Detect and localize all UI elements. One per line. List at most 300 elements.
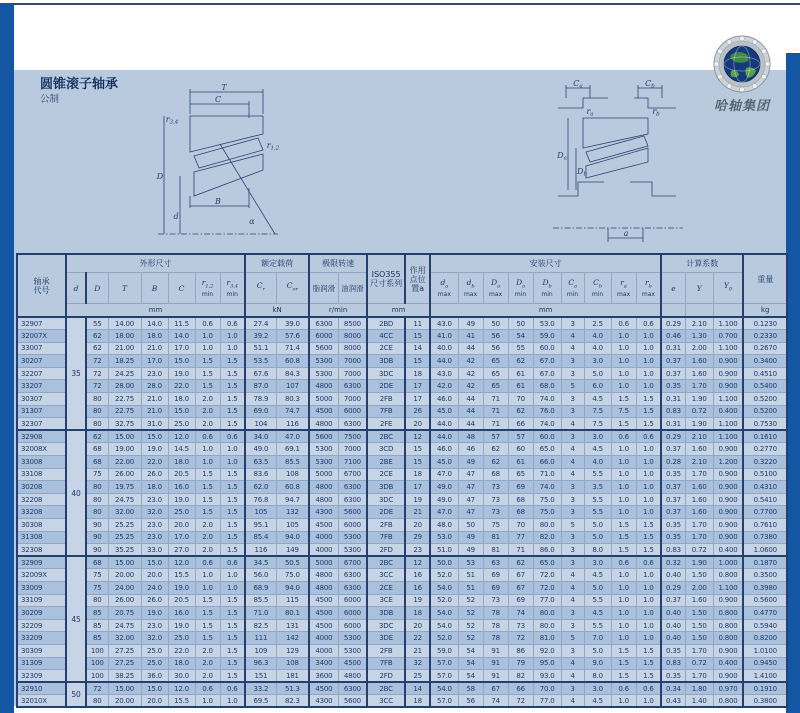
- spec-value: 41.0: [430, 330, 458, 343]
- spec-value: 4.5: [584, 569, 611, 582]
- spec-value: 8.0: [584, 670, 611, 683]
- spec-value: 50: [483, 317, 508, 330]
- spec-value: 14.5: [168, 443, 195, 456]
- spec-value: 75: [483, 519, 508, 532]
- spec-value: 47: [458, 481, 483, 494]
- mounting-dimensions-diagram: [538, 78, 688, 253]
- spec-value: 1.70: [685, 670, 713, 683]
- spec-value: 4CC: [367, 330, 405, 343]
- spec-value: 3: [561, 544, 584, 557]
- spec-value: 73: [508, 619, 533, 632]
- spec-value: 44.0: [430, 418, 458, 431]
- spec-value: 86.0: [533, 544, 561, 557]
- spec-value: 4000: [309, 544, 338, 557]
- col-group-calc-factors: 计算系数: [661, 254, 743, 273]
- spec-value: 67: [508, 569, 533, 582]
- spec-value: 4: [561, 456, 584, 469]
- spec-value: 7FB: [367, 405, 405, 418]
- logo-wordmark: 哈轴集团: [713, 99, 770, 114]
- spec-value: 14.0: [141, 317, 168, 330]
- spec-value: 6000: [338, 405, 367, 418]
- spec-value: 75: [86, 468, 108, 481]
- spec-value: 16: [405, 581, 430, 594]
- spec-value: 0.40: [661, 619, 685, 632]
- spec-value: 0.83: [661, 657, 685, 670]
- spec-value: 6300: [338, 481, 367, 494]
- spec-value: 16.0: [168, 607, 195, 620]
- bearing-row: [17, 443, 787, 456]
- bearing-row: [17, 682, 787, 695]
- spec-value: 23.0: [141, 493, 168, 506]
- spec-value: 16: [405, 569, 430, 582]
- spec-value: 1.5: [611, 519, 636, 532]
- spec-value: 67.0: [533, 367, 561, 380]
- spec-value: 4.0: [584, 456, 611, 469]
- spec-value: 1.5: [220, 393, 245, 406]
- spec-value: 3400: [309, 657, 338, 670]
- column-unit: mm: [66, 304, 245, 318]
- spec-value: 69: [508, 594, 533, 607]
- top-rule: [0, 3, 800, 5]
- column-symbol: e: [661, 273, 685, 304]
- spec-value: 71.0: [533, 468, 561, 481]
- spec-value: 69: [483, 569, 508, 582]
- spec-value: 0.6: [220, 556, 245, 569]
- spec-value: 4: [561, 443, 584, 456]
- spec-value: 3.0: [584, 556, 611, 569]
- spec-value: 0.9450: [743, 657, 787, 670]
- spec-value: 1.0: [611, 443, 636, 456]
- spec-value: 74.0: [533, 418, 561, 431]
- spec-value: 34.5: [245, 556, 276, 569]
- spec-value: 0.6: [636, 682, 661, 695]
- spec-value: 54.0: [430, 607, 458, 620]
- bearing-row: [17, 531, 787, 544]
- spec-value: 65.0: [533, 443, 561, 456]
- spec-value: 1.0: [636, 342, 661, 355]
- spec-value: 0.31: [661, 342, 685, 355]
- spec-value: 77: [508, 531, 533, 544]
- spec-value: 5300: [338, 544, 367, 557]
- spec-value: 3: [561, 430, 584, 443]
- col-group-rated-load: 额定载荷: [245, 254, 309, 273]
- spec-value: 100: [86, 644, 108, 657]
- spec-value: 1.60: [685, 594, 713, 607]
- spec-value: 1.5: [195, 380, 220, 393]
- spec-value: 1.0: [611, 342, 636, 355]
- spec-value: 68: [86, 456, 108, 469]
- spec-value: 44: [458, 342, 483, 355]
- spec-value: 0.34: [661, 682, 685, 695]
- spec-value: 74: [483, 695, 508, 708]
- spec-value: 0.3500: [743, 569, 787, 582]
- column-symbol: $C_{or}$: [276, 273, 309, 304]
- spec-value: 57.0: [430, 695, 458, 708]
- spec-value: 18.25: [108, 355, 141, 368]
- spec-value: 2.10: [685, 317, 713, 330]
- dim-label-B: B: [215, 197, 221, 206]
- spec-value: 1.0: [636, 581, 661, 594]
- spec-value: 6300: [338, 569, 367, 582]
- bearing-code: 32307: [17, 418, 66, 431]
- spec-value: 3: [561, 393, 584, 406]
- spec-value: 54: [458, 657, 483, 670]
- spec-value: 1.60: [685, 493, 713, 506]
- column-symbol: B: [141, 273, 168, 304]
- dim-label-rb: rb: [652, 107, 660, 118]
- spec-value: 4: [561, 657, 584, 670]
- spec-value: 1.4100: [743, 670, 787, 683]
- spec-value: 0.40: [661, 632, 685, 645]
- spec-value: 1.0: [611, 330, 636, 343]
- spec-value: 22.0: [168, 644, 195, 657]
- spec-value: 41: [458, 330, 483, 343]
- spec-value: 1.5: [220, 405, 245, 418]
- spec-value: 65.0: [533, 556, 561, 569]
- spec-value: 2.0: [195, 405, 220, 418]
- spec-value: 8.0: [584, 544, 611, 557]
- spec-value: 71: [483, 418, 508, 431]
- spec-value: 57: [508, 430, 533, 443]
- spec-value: 1.0: [636, 330, 661, 343]
- spec-value: 1.30: [685, 330, 713, 343]
- spec-value: 142: [276, 632, 309, 645]
- spec-value: 65: [483, 380, 508, 393]
- spec-value: 94.0: [276, 581, 309, 594]
- spec-value: 20.00: [108, 695, 141, 708]
- spec-value: 0.2670: [743, 342, 787, 355]
- spec-value: 131: [276, 619, 309, 632]
- spec-value: 71: [508, 544, 533, 557]
- bearing-row: [17, 632, 787, 645]
- spec-value: 79: [508, 657, 533, 670]
- spec-value: 75: [86, 581, 108, 594]
- bearing-row: [17, 519, 787, 532]
- spec-value: 5300: [338, 644, 367, 657]
- spec-value: 7500: [338, 430, 367, 443]
- spec-value: 0.37: [661, 493, 685, 506]
- spec-value: 0.37: [661, 506, 685, 519]
- spec-value: 24.00: [108, 581, 141, 594]
- spec-value: 5.0: [584, 644, 611, 657]
- column-symbol: $r_a$ max: [611, 273, 636, 304]
- spec-value: 20.5: [168, 594, 195, 607]
- column-symbol: 油润滑: [338, 273, 367, 304]
- spec-value: 1.70: [685, 380, 713, 393]
- spec-value: 21.0: [141, 342, 168, 355]
- spec-value: 68: [86, 443, 108, 456]
- spec-value: 67.0: [533, 355, 561, 368]
- spec-value: 45.0: [430, 456, 458, 469]
- spec-value: 25.25: [108, 519, 141, 532]
- spec-value: 3DB: [367, 355, 405, 368]
- spec-value: 61: [508, 456, 533, 469]
- spec-value: 38.25: [108, 670, 141, 683]
- bearing-code: 30308: [17, 519, 66, 532]
- spec-value: 4: [561, 468, 584, 481]
- spec-value: 83.6: [245, 468, 276, 481]
- spec-value: 6300: [338, 581, 367, 594]
- spec-value: 0.72: [685, 657, 713, 670]
- spec-value: 24.75: [108, 619, 141, 632]
- spec-value: 30.0: [168, 670, 195, 683]
- spec-value: 19.0: [168, 493, 195, 506]
- column-symbol: $C_r$: [245, 273, 276, 304]
- spec-value: 49.0: [245, 443, 276, 456]
- spec-value: 15.0: [141, 556, 168, 569]
- spec-value: 14.0: [168, 330, 195, 343]
- bearing-code: 33208: [17, 506, 66, 519]
- spec-value: 27.25: [108, 644, 141, 657]
- spec-value: 100: [86, 657, 108, 670]
- spec-value: 62: [483, 443, 508, 456]
- spec-value: 111: [245, 632, 276, 645]
- spec-value: 82.0: [533, 531, 561, 544]
- spec-value: 80.0: [533, 519, 561, 532]
- column-symbol: d: [66, 273, 86, 304]
- bearing-row: [17, 330, 787, 343]
- spec-value: 0.72: [685, 405, 713, 418]
- spec-value: 5600: [309, 342, 338, 355]
- spec-value: 70: [508, 519, 533, 532]
- spec-value: 0.1870: [743, 556, 787, 569]
- spec-value: 4800: [309, 581, 338, 594]
- bearing-code: 31307: [17, 405, 66, 418]
- spec-value: 0.40: [661, 607, 685, 620]
- spec-value: 28.00: [108, 380, 141, 393]
- spec-value: 1.0: [611, 632, 636, 645]
- bearing-code: 32209: [17, 619, 66, 632]
- spec-value: 85: [86, 607, 108, 620]
- bearing-code: 32309: [17, 670, 66, 683]
- spec-value: 0.800: [713, 569, 743, 582]
- spec-value: 1.5: [611, 670, 636, 683]
- spec-value: 19.00: [108, 443, 141, 456]
- spec-value: 62: [508, 405, 533, 418]
- spec-value: 1.5: [611, 418, 636, 431]
- spec-value: 85.5: [245, 594, 276, 607]
- column-symbol: Y: [685, 273, 713, 304]
- spec-value: 35.25: [108, 544, 141, 557]
- spec-value: 71.0: [245, 607, 276, 620]
- spec-value: 0.900: [713, 506, 743, 519]
- spec-value: 43.0: [430, 317, 458, 330]
- spec-value: 85: [86, 632, 108, 645]
- spec-value: 0.900: [713, 594, 743, 607]
- spec-value: 32.0: [141, 632, 168, 645]
- spec-value: 60.0: [533, 342, 561, 355]
- spec-value: 94.0: [276, 531, 309, 544]
- spec-value: 107: [276, 380, 309, 393]
- spec-value: 1.5: [220, 468, 245, 481]
- spec-value: 27.0: [168, 544, 195, 557]
- bearing-code: 30207: [17, 355, 66, 368]
- column-symbol: $r_b$ max: [636, 273, 661, 304]
- bearing-code: 30307: [17, 393, 66, 406]
- bearing-code: 33209: [17, 632, 66, 645]
- spec-value: 15: [405, 443, 430, 456]
- spec-value: 80: [86, 405, 108, 418]
- spec-value: 108: [276, 657, 309, 670]
- spec-value: 21.0: [141, 405, 168, 418]
- spec-value: 1.0: [611, 581, 636, 594]
- spec-value: 1.60: [685, 443, 713, 456]
- dim-label-D: D: [156, 172, 164, 181]
- spec-value: 55: [508, 342, 533, 355]
- spec-value: 46.0: [430, 443, 458, 456]
- spec-value: 18.0: [168, 657, 195, 670]
- spec-value: 129: [276, 644, 309, 657]
- spec-value: 1.0: [195, 695, 220, 708]
- spec-value: 57.6: [276, 330, 309, 343]
- column-symbol: $D_a$ max: [483, 273, 508, 304]
- spec-value: 51.1: [245, 342, 276, 355]
- bearing-row: [17, 317, 787, 330]
- spec-value: 5300: [309, 456, 338, 469]
- spec-value: 71.4: [276, 342, 309, 355]
- spec-value: 59.0: [533, 330, 561, 343]
- spec-value: 33.2: [245, 682, 276, 695]
- spec-value: 72: [508, 695, 533, 708]
- spec-value: 1.5: [220, 544, 245, 557]
- spec-value: 19.0: [168, 619, 195, 632]
- spec-value: 4.5: [584, 393, 611, 406]
- spec-value: 1.5: [611, 657, 636, 670]
- spec-value: 24.75: [108, 493, 141, 506]
- spec-value: 2FB: [367, 644, 405, 657]
- spec-value: 51: [458, 569, 483, 582]
- bearing-row: [17, 506, 787, 519]
- spec-value: 70.0: [533, 682, 561, 695]
- bearing-row: [17, 569, 787, 582]
- bearing-section-diagram: [150, 84, 285, 252]
- spec-value: 26.0: [141, 468, 168, 481]
- bearing-row: [17, 607, 787, 620]
- spec-value: 0.7380: [743, 531, 787, 544]
- spec-value: 15.5: [168, 569, 195, 582]
- spec-value: 9.0: [584, 657, 611, 670]
- spec-value: 51.0: [430, 544, 458, 557]
- spec-value: 14.00: [108, 317, 141, 330]
- spec-value: 15.0: [168, 405, 195, 418]
- spec-value: 77.0: [533, 695, 561, 708]
- spec-value: 3: [561, 367, 584, 380]
- spec-value: 22.0: [168, 380, 195, 393]
- spec-value: 3600: [309, 670, 338, 683]
- spec-value: 3DC: [367, 619, 405, 632]
- spec-value: 1.5: [195, 355, 220, 368]
- spec-value: 15: [405, 456, 430, 469]
- spec-value: 22.0: [141, 456, 168, 469]
- column-unit: r/min: [309, 304, 367, 318]
- spec-value: 60: [508, 443, 533, 456]
- spec-value: 1.5: [220, 632, 245, 645]
- spec-value: 4: [561, 418, 584, 431]
- spec-value: 1.5: [636, 519, 661, 532]
- spec-value: 74.0: [533, 393, 561, 406]
- bearing-code: 32910: [17, 682, 66, 695]
- spec-value: 0.5200: [743, 393, 787, 406]
- spec-value: 23.0: [141, 367, 168, 380]
- spec-value: 33.0: [141, 544, 168, 557]
- spec-value: 0.35: [661, 670, 685, 683]
- spec-value: 2FB: [367, 519, 405, 532]
- bearing-code: 33009: [17, 581, 66, 594]
- spec-value: 1.0: [636, 607, 661, 620]
- spec-value: 95.0: [533, 657, 561, 670]
- spec-value: 1.0: [636, 380, 661, 393]
- spec-value: 18.0: [168, 393, 195, 406]
- spec-value: 1.5: [220, 367, 245, 380]
- spec-value: 7FB: [367, 657, 405, 670]
- spec-value: 25.0: [141, 644, 168, 657]
- spec-value: 0.29: [661, 317, 685, 330]
- spec-value: 56: [483, 330, 508, 343]
- spec-value: 73: [483, 506, 508, 519]
- spec-value: 5300: [309, 367, 338, 380]
- spec-value: 24.25: [108, 367, 141, 380]
- spec-value: 78: [483, 632, 508, 645]
- spec-value: 0.7530: [743, 418, 787, 431]
- bearing-row: [17, 644, 787, 657]
- spec-value: 62: [483, 456, 508, 469]
- bearing-row: [17, 695, 787, 708]
- spec-value: 39.0: [276, 317, 309, 330]
- spec-value: 72: [86, 682, 108, 695]
- spec-value: 3: [561, 405, 584, 418]
- column-unit: mm: [367, 304, 430, 318]
- spec-value: 1.0: [611, 355, 636, 368]
- spec-value: 0.8200: [743, 632, 787, 645]
- page-subtitle: 公制: [40, 94, 60, 105]
- bearing-spec-table: [16, 253, 788, 708]
- spec-value: 1.70: [685, 531, 713, 544]
- spec-value: 51: [458, 581, 483, 594]
- spec-value: 74.7: [276, 405, 309, 418]
- bearing-row: [17, 556, 787, 569]
- spec-value: 32.00: [108, 632, 141, 645]
- spec-value: 75.0: [533, 493, 561, 506]
- spec-value: 23.0: [141, 619, 168, 632]
- spec-value: 4.5: [584, 695, 611, 708]
- spec-value: 72: [86, 367, 108, 380]
- spec-value: 3: [561, 531, 584, 544]
- dim-label-d: d: [173, 212, 179, 221]
- spec-value: 5.5: [584, 506, 611, 519]
- spec-value: 12: [405, 430, 430, 443]
- page-title: 圆锥滚子轴承: [40, 77, 119, 92]
- spec-value: 1.5: [220, 481, 245, 494]
- spec-value: 23.0: [141, 531, 168, 544]
- spec-value: 19.75: [108, 481, 141, 494]
- spec-value: 1.90: [685, 393, 713, 406]
- spec-value: 1.5: [195, 493, 220, 506]
- spec-value: 4: [561, 594, 584, 607]
- spec-value: 3CE: [367, 594, 405, 607]
- spec-value: 0.35: [661, 468, 685, 481]
- spec-value: 0.6: [611, 317, 636, 330]
- spec-value: 80: [86, 481, 108, 494]
- spec-value: 0.6: [220, 317, 245, 330]
- spec-value: 1.100: [713, 430, 743, 443]
- spec-value: 1.0: [636, 619, 661, 632]
- spec-value: 90: [86, 544, 108, 557]
- bearing-code: 32207: [17, 367, 66, 380]
- bearing-row: [17, 581, 787, 594]
- spec-value: 132: [276, 506, 309, 519]
- spec-value: 22.00: [108, 456, 141, 469]
- spec-value: 3: [561, 682, 584, 695]
